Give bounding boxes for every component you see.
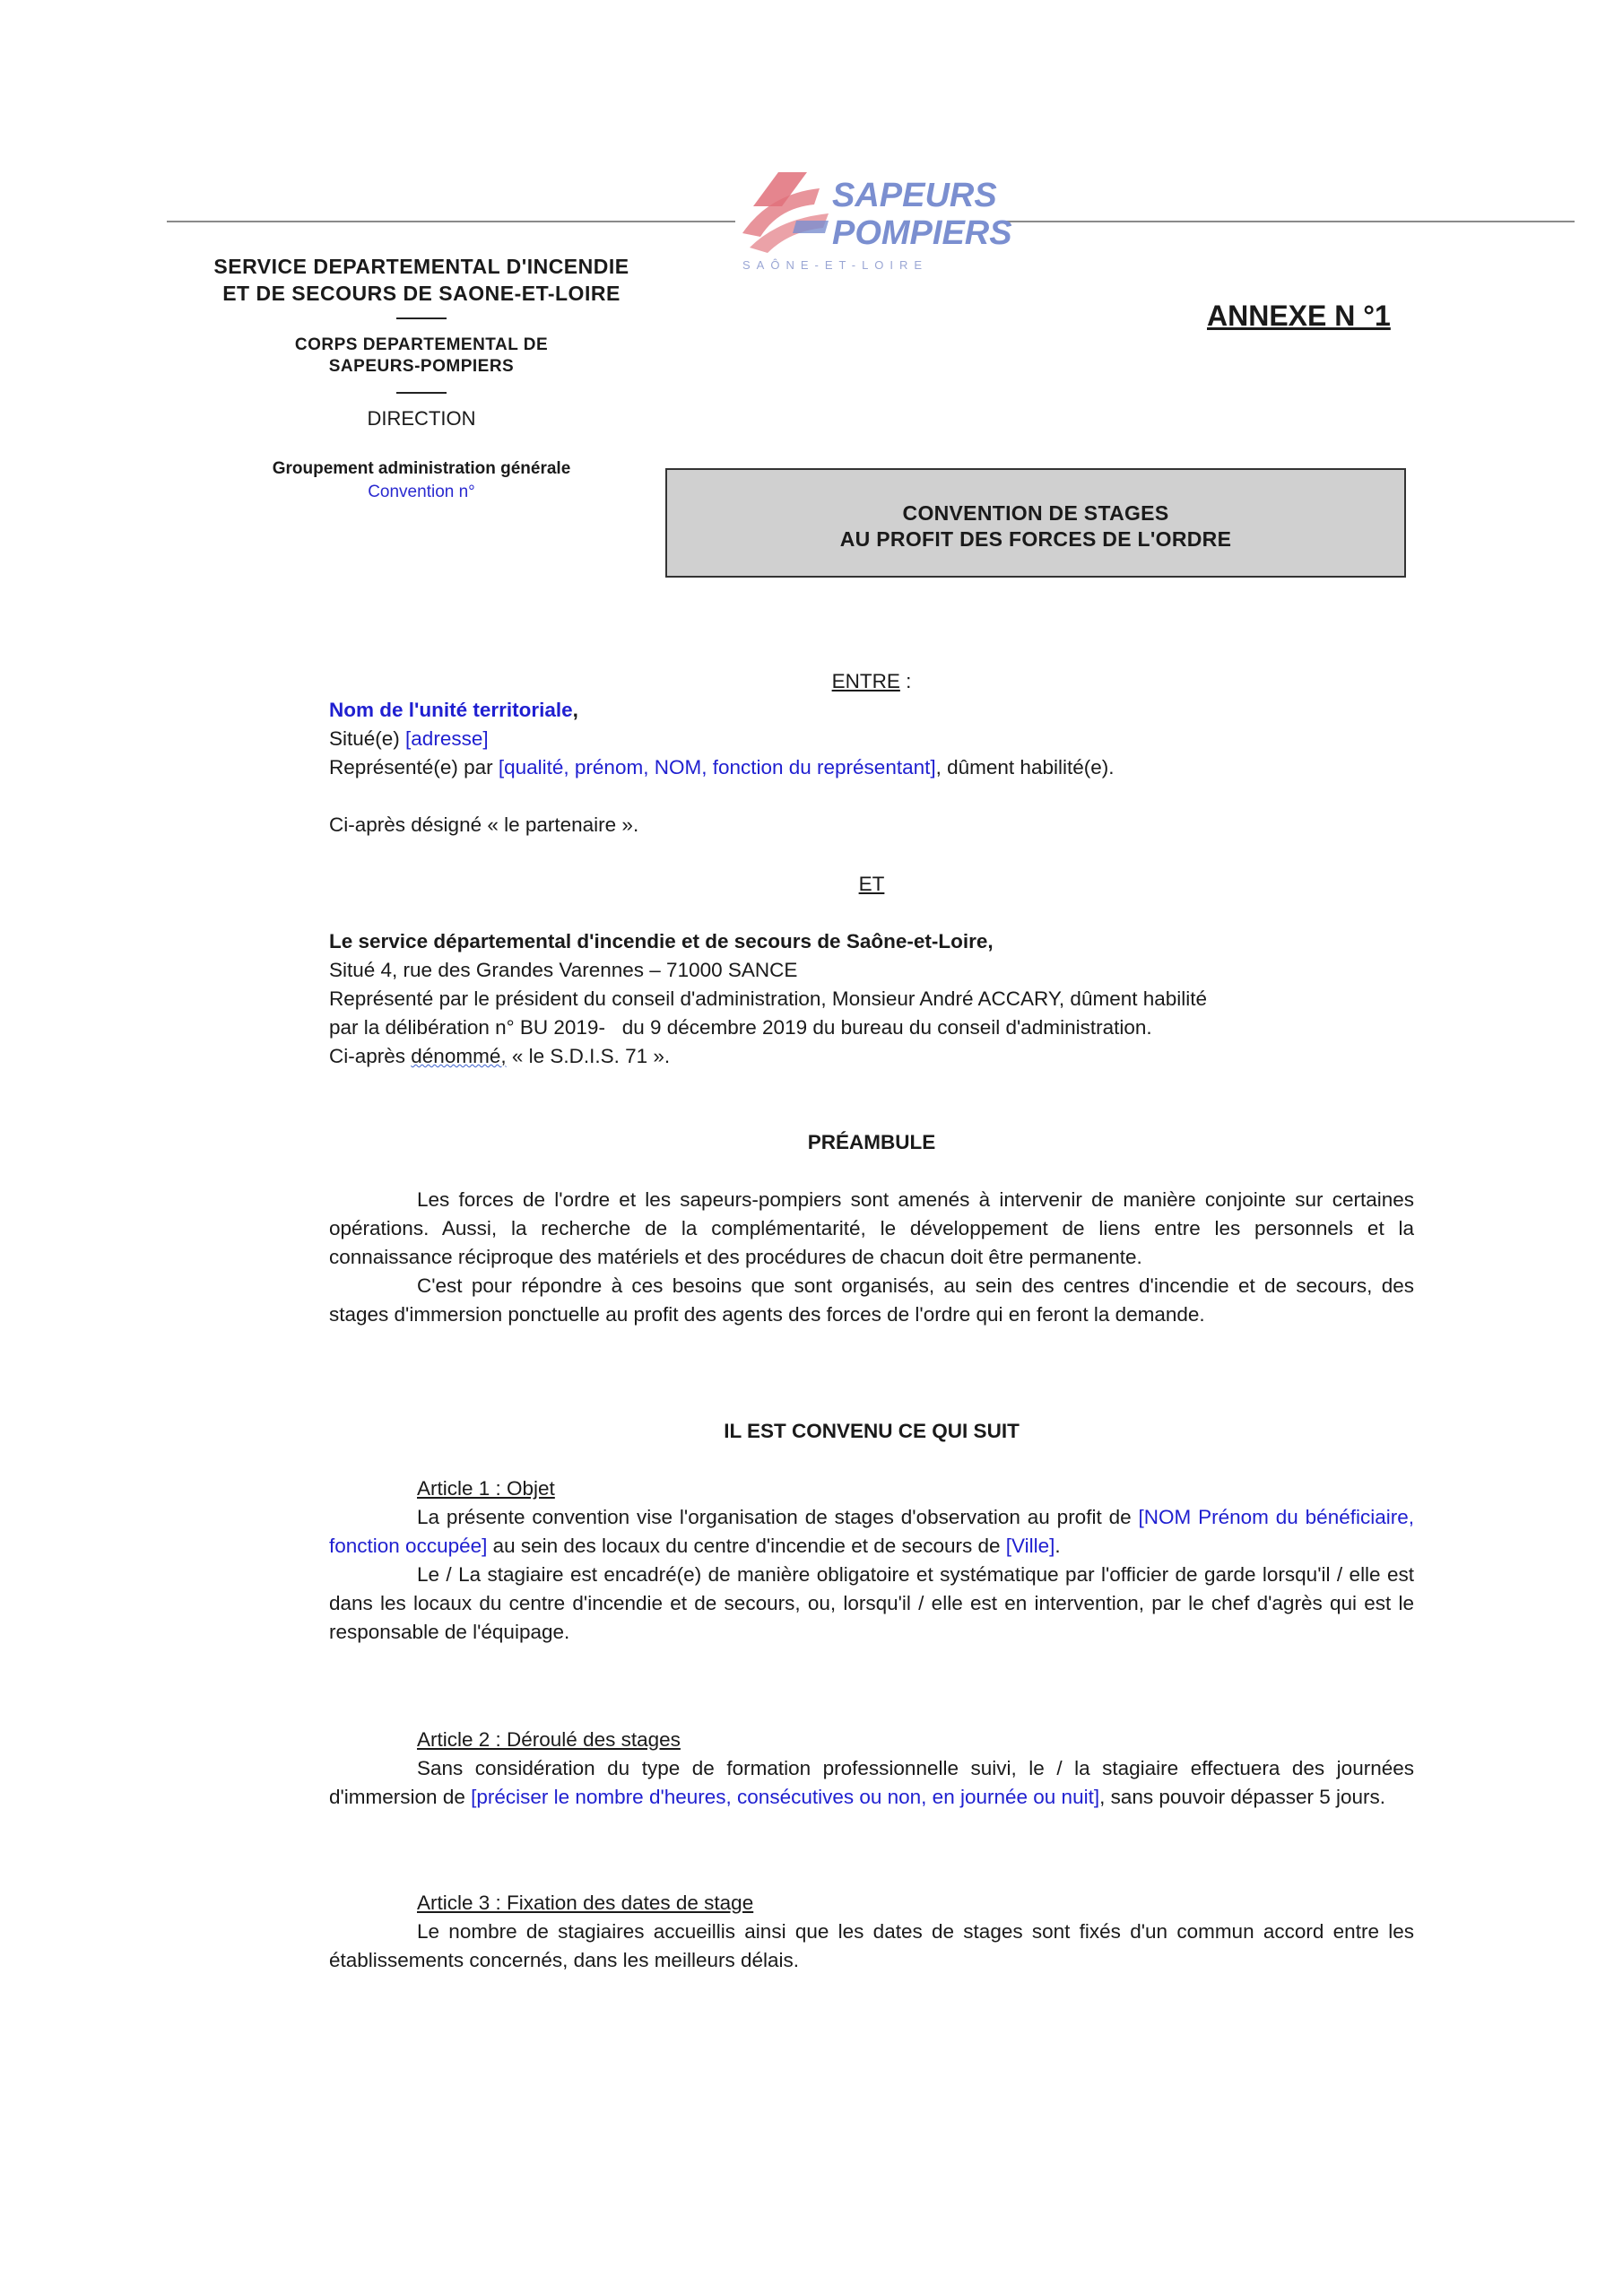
sdis-representation-1: Représenté par le président du conseil d'administration, Monsieur André ACCARY, dûment habilité — [329, 987, 1208, 1010]
article-1 — [329, 1474, 1414, 1647]
partner-habilite: , dûment habilité(e). — [935, 756, 1115, 778]
article-2-text-a: Sans considération du type de formation professionnelle suivi, le / la stagiaire effectuera des journées d'immersion de — [329, 1757, 1414, 1808]
sdis-representation-2: par la délibération n° BU 2019- du 9 décembre 2019 du bureau du conseil d'administration. — [329, 1016, 1152, 1039]
annexe-title: ANNEXE N °1 — [1207, 300, 1391, 332]
article-1-beneficiaire: [NOM Prénom du bénéficiaire, fonction occupée] — [329, 1506, 1414, 1557]
partner-designation: Ci-après désigné « le partenaire ». — [329, 813, 639, 836]
sdis-denomme-word: dénommé, — [411, 1045, 507, 1067]
article-3 — [329, 1889, 1414, 1975]
convention-title-box — [665, 468, 1406, 578]
sdis-denomme-pre: Ci-après — [329, 1045, 412, 1067]
article-2-title: Article 2 : Déroulé des stages — [417, 1728, 681, 1751]
convention-number: Convention n° — [368, 483, 475, 501]
partner-name-suffix: , — [572, 699, 578, 721]
article-1-paragraph-1 — [329, 1503, 1414, 1561]
convenu-heading: IL EST CONVENU CE QUI SUIT — [724, 1420, 1020, 1442]
sapeurs-pompiers-logo — [742, 169, 1011, 276]
article-2-precision: [préciser le nombre d'heures, consécutives ou non, en journée ou nuit] — [471, 1786, 1100, 1808]
article-3-title: Article 3 : Fixation des dates de stage — [417, 1892, 754, 1914]
logo-line2: POMPIERS — [832, 214, 1011, 252]
header-divider-2 — [396, 392, 447, 394]
entre-suffix: : — [899, 670, 912, 692]
corps-line-1: CORPS DEPARTEMENTAL DE — [294, 335, 549, 354]
article-1-ville: [Ville] — [1005, 1535, 1055, 1557]
article-1-text-c: au sein des locaux du centre d'incendie et de secours de — [487, 1535, 1006, 1557]
preambule-title: PRÉAMBULE — [807, 1131, 936, 1153]
header-rule-left — [167, 221, 735, 222]
groupement-label: Groupement administration générale — [272, 459, 571, 478]
sdis-denomme-post: « le S.D.I.S. 71 ». — [506, 1045, 671, 1067]
article-2-paragraph-1 — [329, 1754, 1414, 1812]
logo-emblem-icon — [742, 169, 1011, 276]
direction-label: DIRECTION — [367, 407, 476, 430]
preambule-paragraph-2: C'est pour répondre à ces besoins que sont organisés, au sein des centres d'incendie et de secours, des stages d'immersion ponctuelle au profit des agents des forces de l'ordre qui en feront la demande. — [329, 1274, 1414, 1326]
sdis-name-suffix: , — [987, 930, 994, 952]
corps-line-2: SAPEURS-POMPIERS — [328, 357, 515, 376]
sdis-name: Le service départemental d'incendie et de secours de Saône-et-Loire — [329, 930, 988, 952]
article-1-paragraph-2: Le / La stagiaire est encadré(e) de manière obligatoire et systématique par l'officier de garde lorsqu'il / elle est dans les locaux du centre d'incendie et de secours, ou, lorsqu'il / elle est en intervention, par le chef d'agrès qui est le responsable de l'équipage. — [329, 1563, 1414, 1643]
article-2-text-c: , sans pouvoir dépasser 5 jours. — [1099, 1786, 1386, 1808]
et-label: ET — [858, 873, 885, 895]
org-line-1: SERVICE DEPARTEMENTAL D'INCENDIE — [213, 255, 629, 278]
organization-name — [184, 253, 659, 307]
entre-heading — [329, 667, 1414, 696]
sdis-block — [329, 927, 1414, 1071]
partner-address: [adresse] — [405, 727, 489, 750]
partner-representant: [qualité, prénom, NOM, fonction du représentant] — [498, 756, 936, 778]
corps-name — [184, 335, 659, 378]
et-heading — [329, 870, 1414, 899]
article-1-text-e: . — [1055, 1535, 1061, 1557]
preambule-paragraph-1: Les forces de l'ordre et les sapeurs-pompiers sont amenés à intervenir de manière conjointe sur certaines opérations. Aussi, la recherche de la complémentarité, le développement de liens entre les personnels et la connaissance réciproque des matériels et des procédures de chacun doit être permanente. — [329, 1188, 1414, 1268]
header-rule-right — [1002, 221, 1575, 222]
sdis-address: Situé 4, rue des Grandes Varennes – 71000 SANCE — [329, 959, 798, 981]
org-line-2: ET DE SECOURS DE SAONE-ET-LOIRE — [222, 282, 621, 305]
article-3-paragraph-1: Le nombre de stagiaires accueillis ainsi que les dates de stages sont fixés d'un commun accord entre les établissements concernés, dans les meilleurs délais. — [329, 1920, 1414, 1971]
entre-label: ENTRE — [831, 670, 900, 692]
logo-line3: SAÔNE-ET-LOIRE — [742, 258, 929, 272]
article-2 — [329, 1726, 1414, 1812]
partner-name: Nom de l'unité territoriale — [329, 699, 573, 721]
article-1-title: Article 1 : Objet — [417, 1477, 555, 1500]
partner-situe: Situé(e) — [329, 727, 406, 750]
logo-line1: SAPEURS — [832, 177, 997, 214]
partner-block — [329, 696, 1414, 839]
preambule-text — [329, 1186, 1414, 1329]
title-line-2: AU PROFIT DES FORCES DE L'ORDRE — [839, 527, 1232, 551]
header-divider-1 — [396, 317, 447, 319]
article-1-text-a: La présente convention vise l'organisation de stages d'observation au profit de — [417, 1506, 1139, 1528]
title-line-1: CONVENTION DE STAGES — [902, 501, 1169, 525]
partner-represente: Représenté(e) par — [329, 756, 499, 778]
